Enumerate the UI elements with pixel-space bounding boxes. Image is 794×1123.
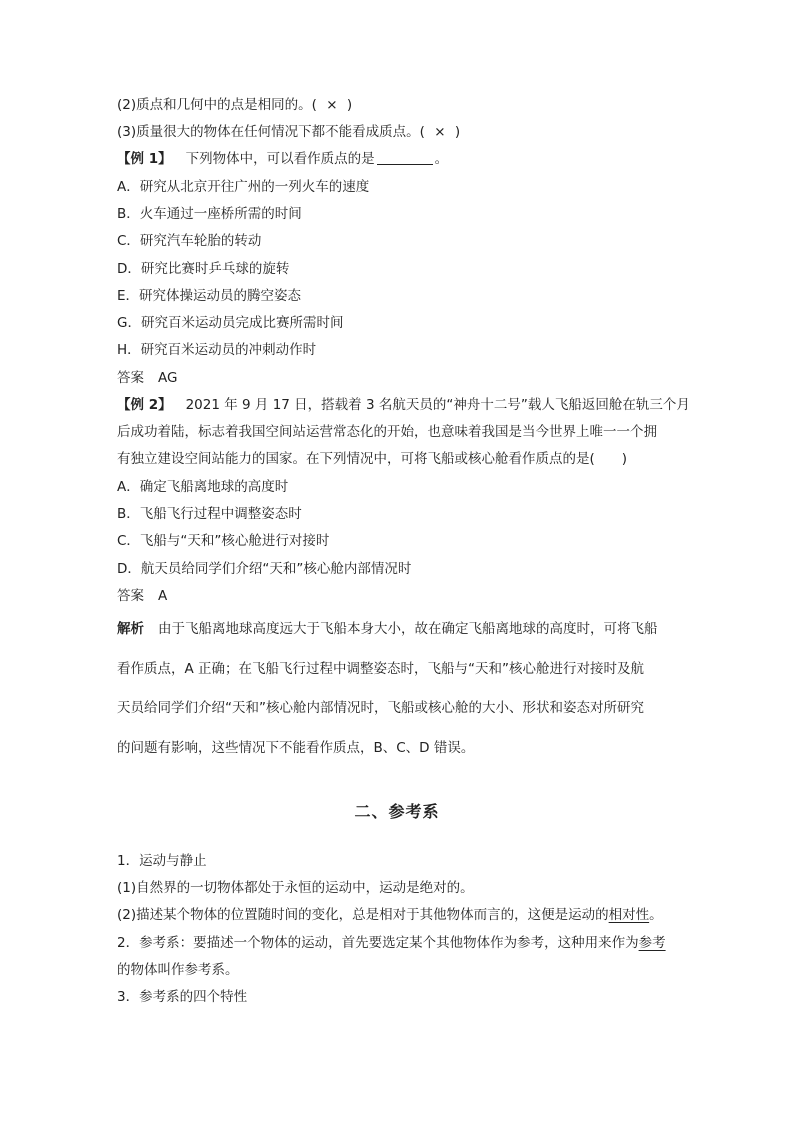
answer-mark: × xyxy=(326,97,338,113)
fill-blank xyxy=(377,150,433,165)
example-1-question: 【例 1】 下列物体中，可以看作质点的是 。 xyxy=(117,151,449,167)
answer-label: 答案 xyxy=(117,370,144,386)
paragraph: (1)自然界的一切物体都处于永恒的运动中，运动是绝对的。 xyxy=(117,880,474,896)
judgement-item-2: (2)质点和几何中的点是相同的。( × ) xyxy=(117,97,353,113)
analysis-line: 天员给同学们介绍“天和”核心舱内部情况时，飞船或核心舱的大小、形状和姿态对所研究 xyxy=(117,700,644,716)
example-1-option: C．研究汽车轮胎的转动 xyxy=(117,233,262,249)
analysis-line: 解析 由于飞船离地球高度远大于飞船本身大小，故在确定飞船离地球的高度时，可将飞船 xyxy=(117,621,658,637)
answer-mark: × xyxy=(434,124,446,140)
answer-label: 答案 xyxy=(117,588,144,604)
underlined-term: 相对性 xyxy=(608,907,650,923)
example-2-tag: 【例 2】 xyxy=(117,397,172,413)
example-1-option: D．研究比赛时乒乓球的旋转 xyxy=(117,261,290,277)
example-2-option: B．飞船飞行过程中调整姿态时 xyxy=(117,506,302,522)
analysis-line: 看作质点，A 正确；在飞船飞行过程中调整姿态时，飞船与“天和”核心舱进行对接时及航 xyxy=(117,661,645,677)
example-2-option: D．航天员给同学们介绍“天和”核心舱内部情况时 xyxy=(117,561,412,577)
example-2-question-line: 【例 2】 2021 年 9 月 17 日，搭载着 3 名航天员的“神舟十二号”载人飞船返回舱在轨三个月 xyxy=(117,397,690,413)
analysis-line: 的问题有影响，这些情况下不能看作质点，B、C、D 错误。 xyxy=(117,740,475,756)
paragraph: 的物体叫作参考系。 xyxy=(117,962,239,978)
example-2-question-line: 有独立建设空间站能力的国家。在下列情况中，可将飞船或核心舱看作质点的是( ) xyxy=(117,451,628,467)
example-2-answer: 答案 A xyxy=(117,588,168,604)
subsection-title: 3．参考系的四个特性 xyxy=(117,989,248,1005)
example-1-option: B．火车通过一座桥所需的时间 xyxy=(117,206,302,222)
example-1-option: H．研究百米运动员的冲刺动作时 xyxy=(117,342,317,358)
analysis-label: 解析 xyxy=(117,621,144,637)
paragraph: 2．参考系：要描述一个物体的运动，首先要选定某个其他物体作为参考，这种用来作为参考 xyxy=(117,935,666,951)
section-heading: 二、参考系 xyxy=(354,802,440,821)
example-1-answer: 答案 AG xyxy=(117,370,178,386)
example-1-tag: 【例 1】 xyxy=(117,151,172,167)
example-1-option: E．研究体操运动员的腾空姿态 xyxy=(117,288,302,304)
subsection-title: 1．运动与静止 xyxy=(117,853,207,869)
underlined-term: 参考 xyxy=(638,935,666,951)
example-1-option: A．研究从北京开往广州的一列火车的速度 xyxy=(117,179,370,195)
judgement-item-3: (3)质量很大的物体在任何情况下都不能看成质点。( × ) xyxy=(117,124,461,140)
example-1-option: G．研究百米运动员完成比赛所需时间 xyxy=(117,315,344,331)
example-2-question-line: 后成功着陆，标志着我国空间站运营常态化的开始，也意味着我国是当今世界上唯一一个拥 xyxy=(117,424,657,440)
paragraph: (2)描述某个物体的位置随时间的变化，总是相对于其他物体而言的，这便是运动的相对性。 xyxy=(117,907,663,923)
example-2-option: A．确定飞船离地球的高度时 xyxy=(117,479,289,495)
example-2-option: C．飞船与“天和”核心舱进行对接时 xyxy=(117,533,330,549)
